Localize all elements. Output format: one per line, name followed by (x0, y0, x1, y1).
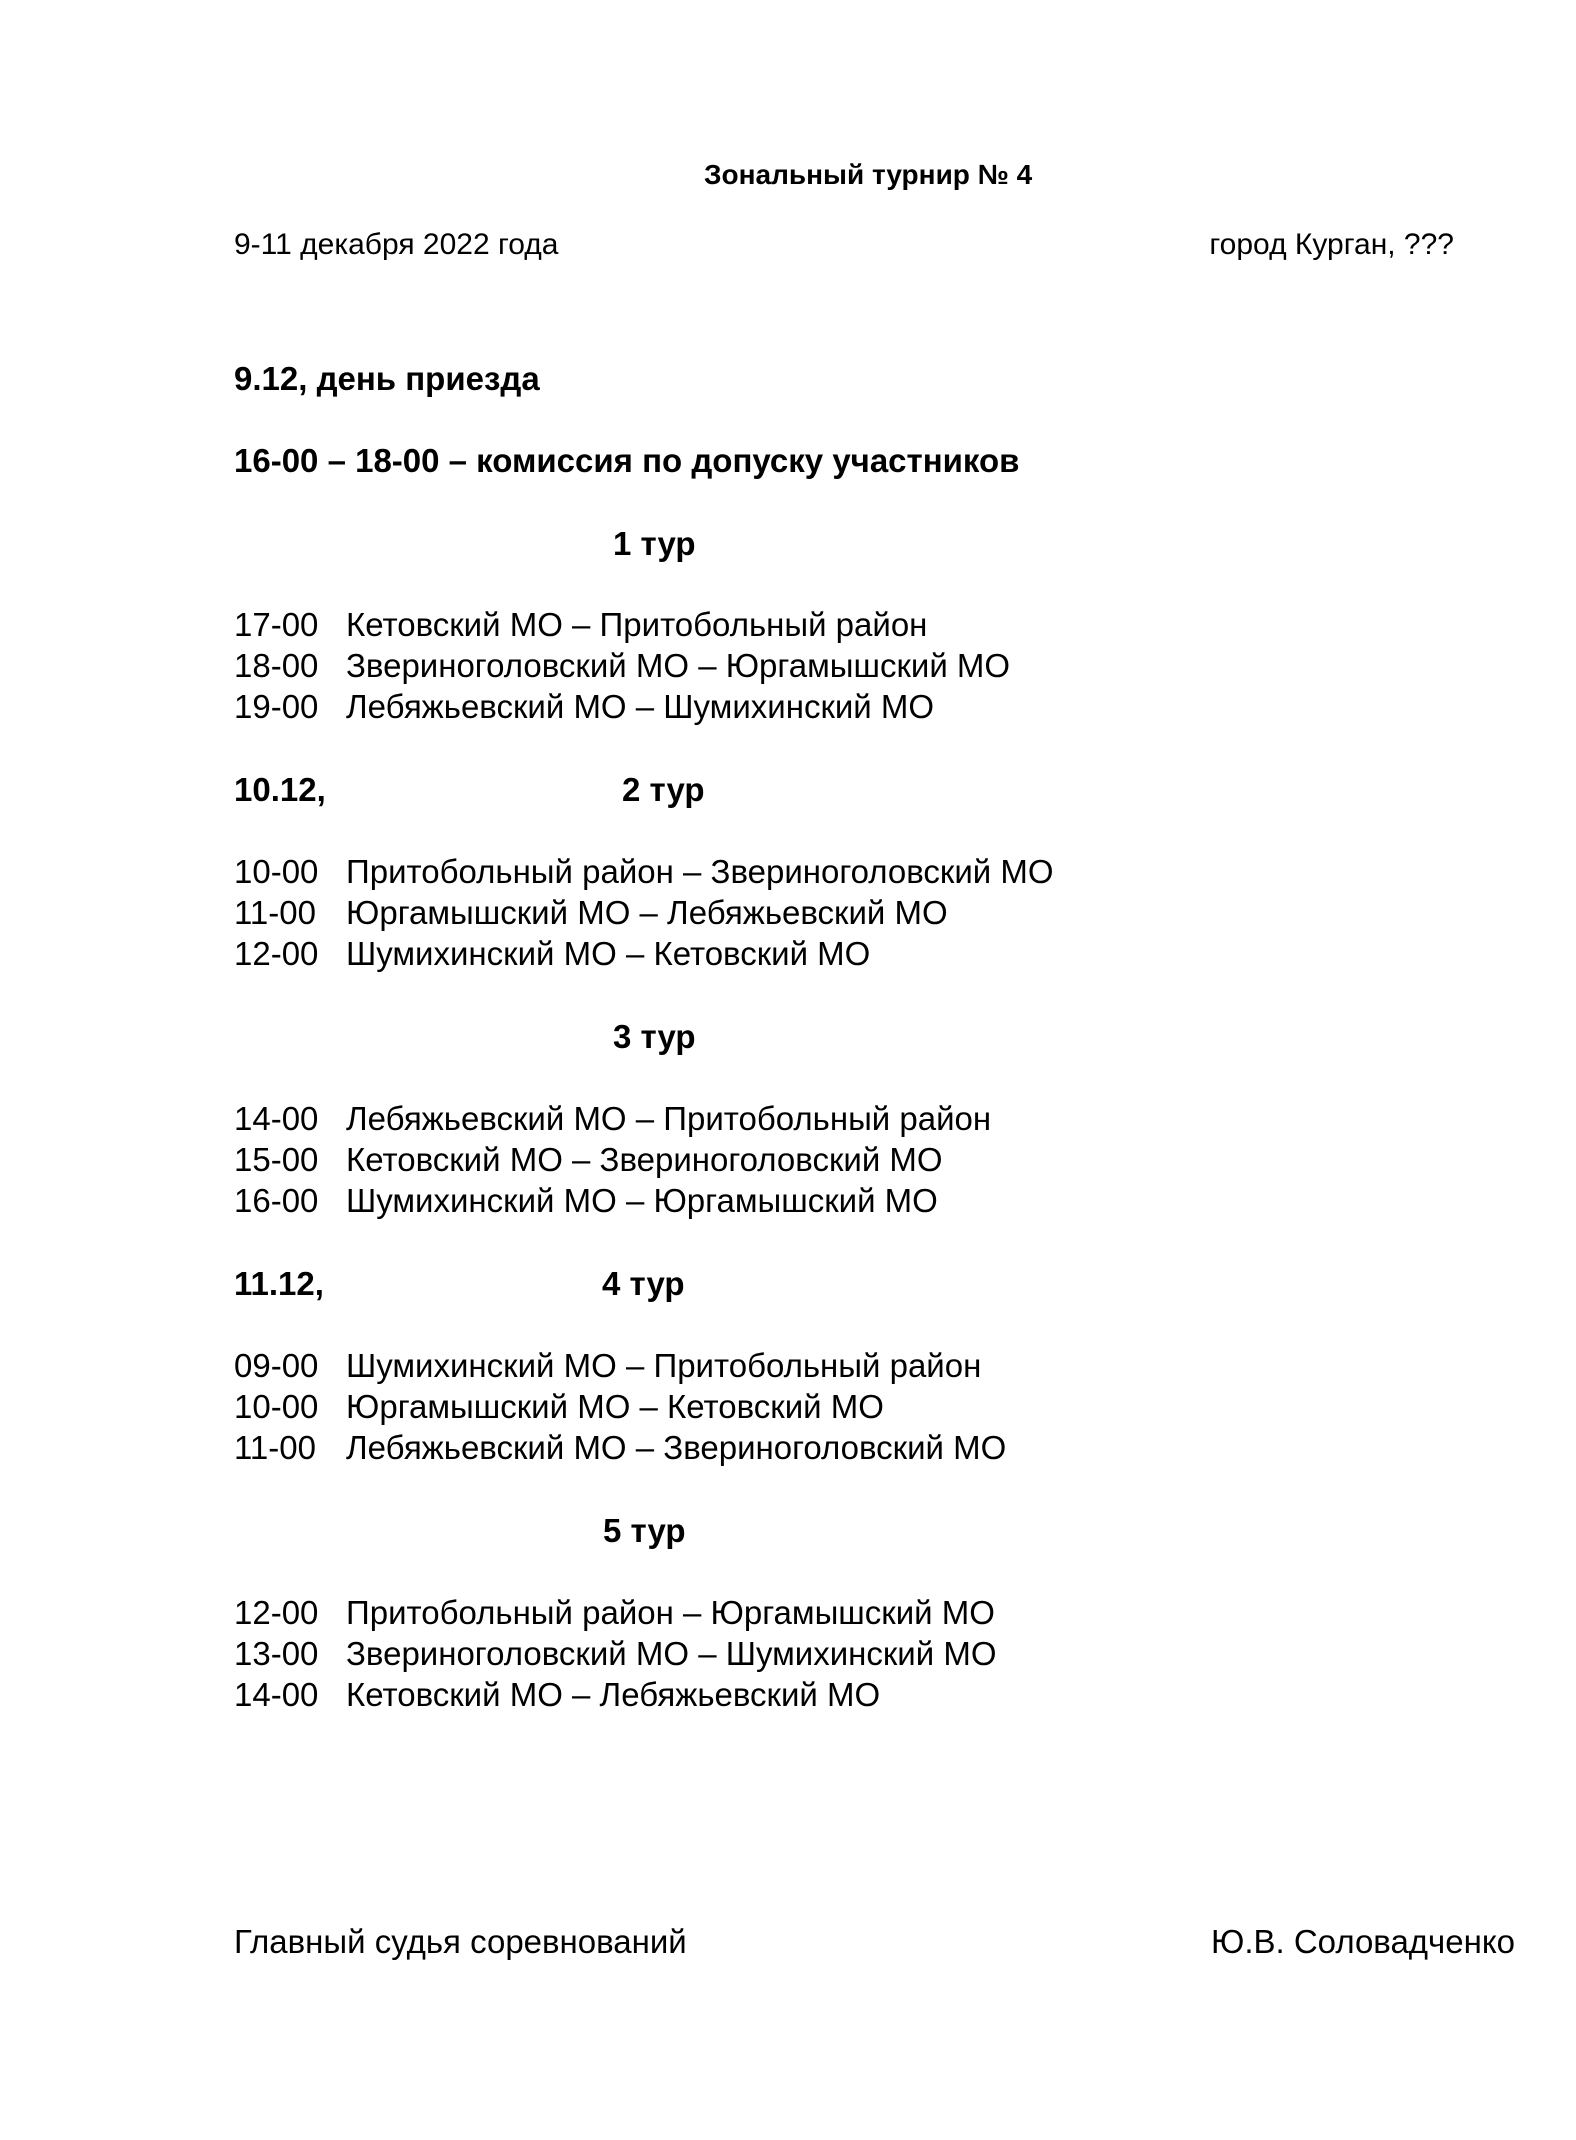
day1-label: 9.12, день приезда (234, 360, 540, 397)
match-teams: Юргамышский МО – Лебяжьевский МО (346, 894, 948, 931)
match-teams: Кетовский МО – Притобольный район (346, 606, 928, 643)
match-time: 14-00 (234, 1676, 319, 1713)
day3-date: 11.12, (234, 1265, 324, 1302)
round-3-label: 3 тур (613, 1018, 696, 1055)
match-time: 10-00 (234, 1388, 319, 1425)
match-teams: Звериноголовский МО – Юргамышский МО (346, 647, 1011, 684)
match-teams: Лебяжьевский МО – Шумихинский МО (346, 688, 935, 725)
match-row (234, 1390, 884, 1423)
chief-judge-role: Главный судья соревнований (234, 1923, 687, 1960)
event-dates: 9-11 декабря 2022 года (234, 228, 559, 261)
match-teams: Звериноголовский МО – Шумихинский МО (346, 1635, 997, 1672)
match-time: 15-00 (234, 1141, 319, 1178)
match-teams: Шумихинский МО – Юргамышский МО (346, 1182, 938, 1219)
match-row (234, 1102, 991, 1135)
match-row (234, 1431, 1006, 1464)
match-teams: Шумихинский МО – Притобольный район (346, 1347, 982, 1384)
match-row (234, 896, 948, 929)
match-row (234, 1596, 995, 1629)
match-time: 11-00 (234, 894, 316, 931)
commission-line: 16-00 – 18-00 – комиссия по допуску участников (234, 442, 1020, 479)
round-4-label: 4 тур (602, 1265, 685, 1302)
match-row (234, 1349, 981, 1382)
match-teams: Притобольный район – Юргамышский МО (346, 1594, 995, 1631)
event-location: город Курган, ??? (1209, 228, 1454, 261)
round-1-label: 1 тур (613, 525, 696, 562)
match-row (234, 855, 1054, 888)
match-row (234, 1637, 997, 1670)
document-title: Зональный турнир № 4 (704, 159, 1033, 190)
match-row (234, 608, 927, 641)
day2-date: 10.12, (234, 771, 326, 808)
match-time: 16-00 (234, 1182, 319, 1219)
match-row (234, 1143, 943, 1176)
chief-judge-name: Ю.В. Соловадченко (1211, 1923, 1515, 1960)
match-row (234, 690, 934, 723)
match-row (234, 1678, 880, 1711)
match-time: 12-00 (234, 1594, 319, 1631)
match-time: 18-00 (234, 647, 319, 684)
match-time: 19-00 (234, 688, 319, 725)
match-row (234, 649, 1010, 682)
match-time: 12-00 (234, 935, 319, 972)
match-time: 10-00 (234, 853, 319, 890)
match-time: 14-00 (234, 1100, 319, 1137)
match-time: 09-00 (234, 1347, 319, 1384)
match-row (234, 937, 870, 970)
match-teams: Шумихинский МО – Кетовский МО (346, 935, 871, 972)
round-2-label: 2 тур (622, 771, 705, 808)
match-row (234, 1184, 938, 1217)
match-teams: Лебяжьевский МО – Звериноголовский МО (346, 1429, 1007, 1466)
round-5-label: 5 тур (603, 1512, 686, 1549)
match-time: 11-00 (234, 1429, 316, 1466)
match-teams: Кетовский МО – Звериноголовский МО (346, 1141, 943, 1178)
match-teams: Притобольный район – Звериноголовский МО (346, 853, 1054, 890)
match-time: 17-00 (234, 606, 319, 643)
match-teams: Юргамышский МО – Кетовский МО (346, 1388, 884, 1425)
match-teams: Лебяжьевский МО – Притобольный район (346, 1100, 992, 1137)
match-teams: Кетовский МО – Лебяжьевский МО (346, 1676, 881, 1713)
match-time: 13-00 (234, 1635, 319, 1672)
